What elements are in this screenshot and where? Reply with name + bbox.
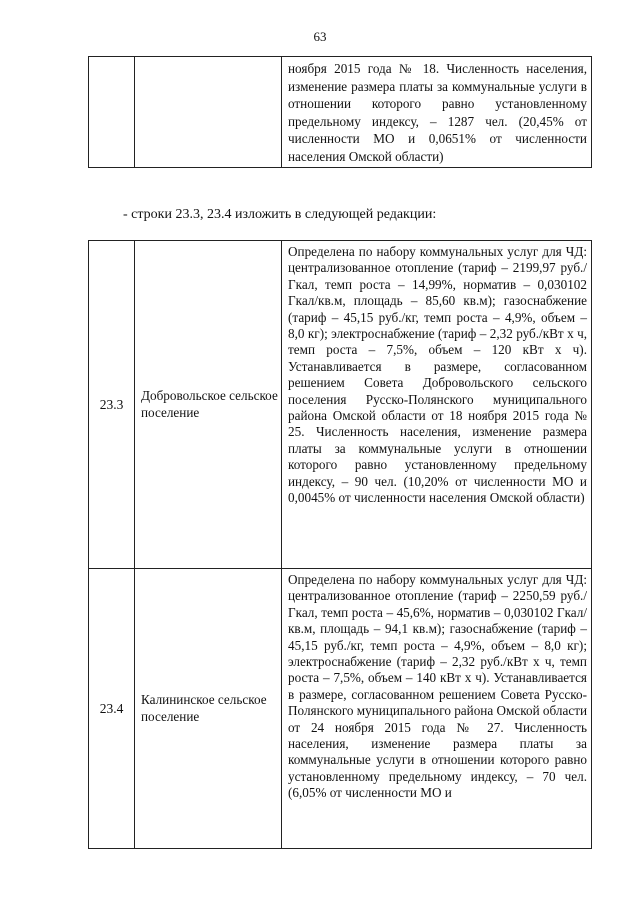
row-name-cell: Добровольское сельское поселение <box>135 241 282 569</box>
table-row <box>89 241 592 569</box>
amended-rows-table <box>88 240 592 849</box>
row-description-cell: Определена по набору коммунальных услуг для ЧД: централизованное отопление (тариф – 2250,59 руб./Гкал, темп роста – 45,6%, норматив – 0,030102 Гкал/кв.м, площадь – 94,1 кв.м); газоснабжение (тариф – 45,15 руб./кг, темп роста – 4,9%, объем – 8,0 кг); электроснабжение (тариф – 2,32 руб./кВт х ч, темп роста – 7,5%, объем – 140 кВт х ч). Устанавливается в размере, согласованном решением Совета Русско-Полянского муниципального района Омской области от 24 ноября 2015 года № 27. Численность населения, изменение размера платы за коммунальные услуги в отношении которого равно установленному предельному индексу, – 70 чел. (6,05% от численности МО и <box>282 569 592 849</box>
row-number-cell <box>89 57 135 168</box>
page-number: 63 <box>313 29 327 44</box>
table-row <box>89 569 592 849</box>
row-name-cell: Калининское сельское поселение <box>135 569 282 849</box>
table-row <box>89 57 592 168</box>
amendment-instruction: - строки 23.3, 23.4 изложить в следующей редакции: <box>123 207 437 222</box>
row-number-cell: 23.4 <box>89 569 135 849</box>
row-name-cell <box>135 57 282 168</box>
row-description-cell: ноября 2015 года № 18. Численность населения, изменение размера платы за коммунальные услуги в отношении которого равно установленному предельному индексу, – 1287 чел. (20,45% от численности МО и 0,0651% от численности населения Омской области) <box>282 57 592 168</box>
continued-table <box>88 56 592 168</box>
row-number-cell: 23.3 <box>89 241 135 569</box>
row-description-cell: Определена по набору коммунальных услуг для ЧД: централизованное отопление (тариф – 2199,97 руб./Гкал, темп роста – 14,99%, норматив – 0,030102 Гкал/кв.м, площадь – 85,60 кв.м); газоснабжение (тариф – 45,15 руб./кг, темп роста – 4,9%, объем – 8,0 кг); электроснабжение (тариф – 2,32 руб./кВт х ч, темп роста – 7,5%, объем – 120 кВт х ч). Устанавливается в размере, согласованном решением Совета Добровольского сельского поселения Русско-Полянского муниципального района Омской области от 18 ноября 2015 года № 25. Численность населения, изменение размера платы за коммунальные услуги в отношении которого равно установленному предельному индексу, – 90 чел. (10,20% от численности МО и 0,0045% от численности населения Омской области) <box>282 241 592 569</box>
